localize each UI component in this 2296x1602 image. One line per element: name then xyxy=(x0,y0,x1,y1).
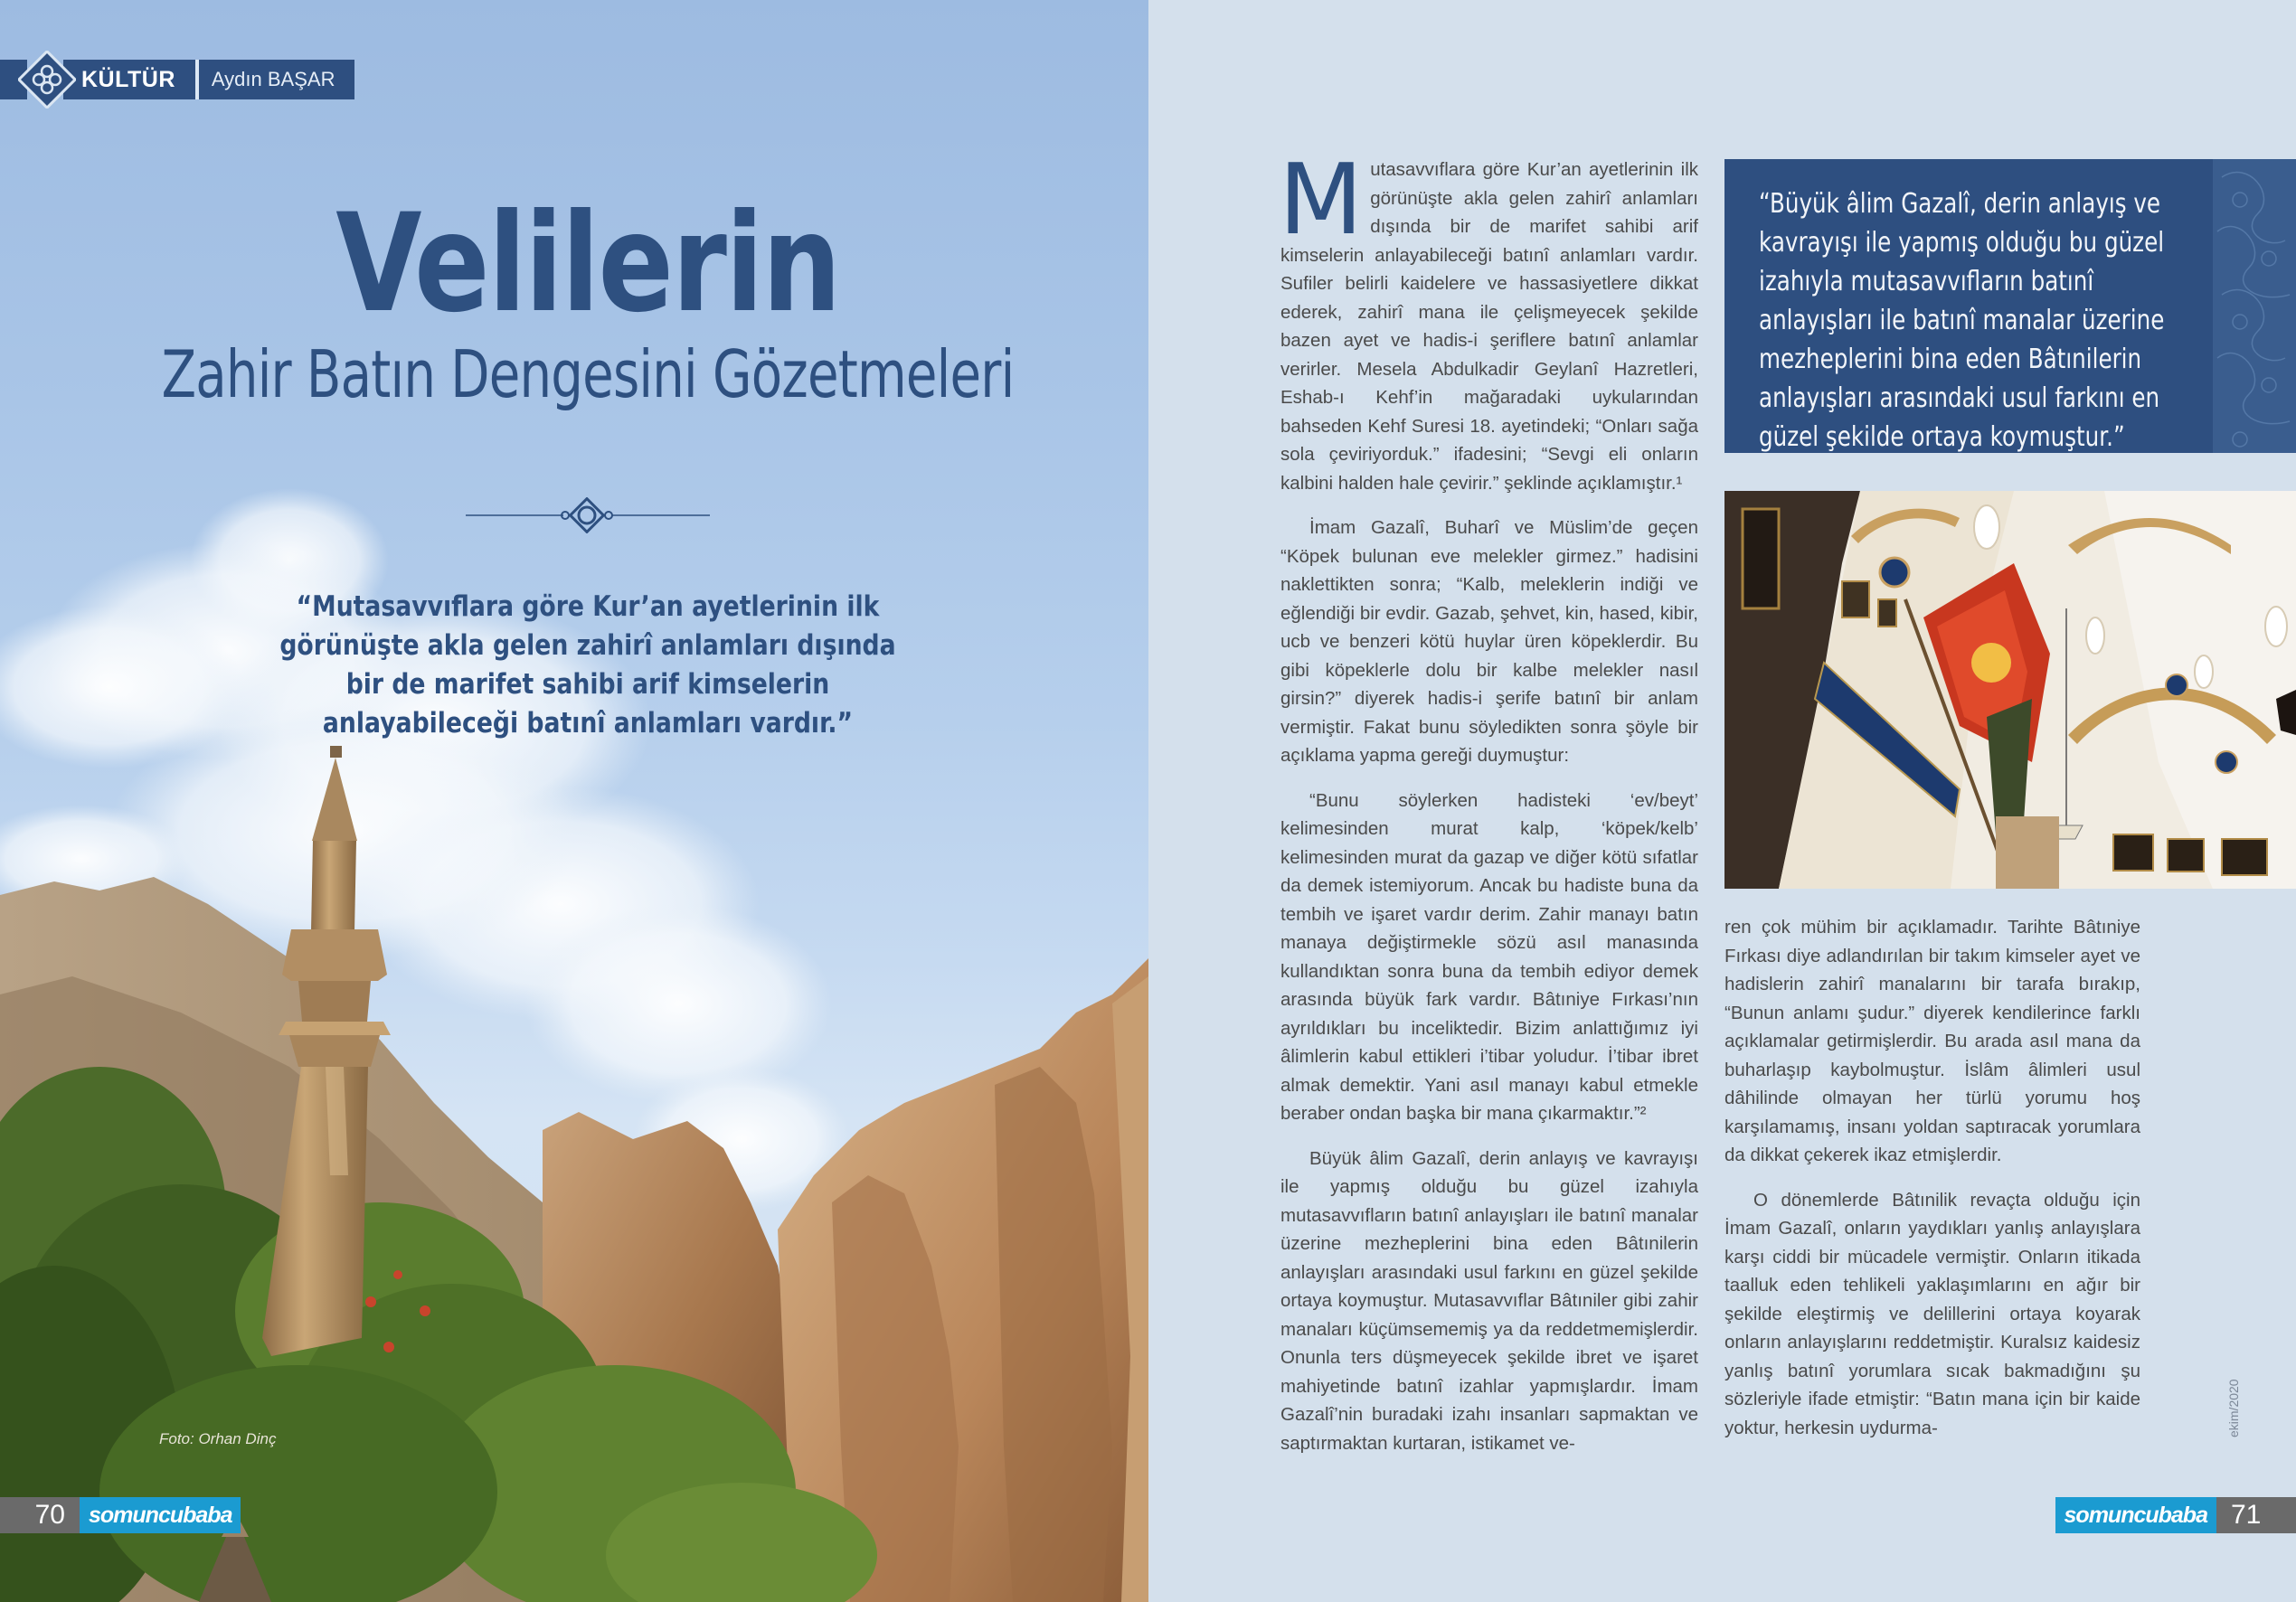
quote-box-text: “Büyük âlim Gazalî, derin anlayış ve kavrayışı ile yapmış olduğu bu güzel izahıyla mutasavvıfların batınî anlayışları ile batınî manalar üzerine mezheplerini bina eden Bâtınilerin anlayışları arasındaki usul farkını en güzel şekilde ortaya koymuştur.” xyxy=(1759,188,2165,453)
article-column-1 xyxy=(1279,144,1698,1474)
arabesque-pattern-icon xyxy=(2213,159,2296,453)
magazine-brand-left: somuncubaba xyxy=(80,1497,241,1533)
paragraph: ren çok mühim bir açıklamadır. Tarihte Bâtıniye Fırkası diye adlandırılan bir takım kimseler ayet ve hadislerin zahirî manalarını bir tarafa bırakıp, “Bunun anlamı şudur.” diyerek kendilerince farklı açıklamalar getirmişlerdir. Bu arada asıl mana da buharlaşıp kaybolmuştur. İslâm âlimleri usul dâhilinde olmayan her türlü yorumu hoş karşılamamış, insanı yoldan saptıracak yorumlara da dikkat çekerek ikaz etmişlerdir. xyxy=(1724,917,2140,1165)
paragraph: O dönemlerde Bâtınilik revaçta olduğu için İmam Gazalî, onların yaydıkları yanlış anlayışlara karşı ciddi bir mücadele vermiştir. Onların itikada taalluk eden tehlikeli yaklaşımlarını en ağır bir şekilde eleştirmiş ve delillerini ortaya koyarak onların anlayışlarını reddetmiştir. Kuralsız kaidesiz yanlış batınî yorumlara sıcak bakmadığını şu sözleriyle ifade etmiştir: “Batın mana için bir kaide yoktur, herkesin uydurma- xyxy=(1724,1189,2140,1438)
pull-quote: “Mutasavvıflara göre Kur’an ayetlerinin ilk görünüşte akla gelen zahirî anlamları dışında bir de marifet sahibi arif kimselerin anlayabileceği batınî anlamları vardır.” xyxy=(279,590,896,740)
article-column-2 xyxy=(1724,913,2140,1458)
article-subtitle: Zahir Batın Dengesini Gözetmeleri xyxy=(161,336,1015,412)
photo-credit: Foto: Orhan Dinç xyxy=(159,1430,277,1447)
paragraph: Büyük âlim Gazalî, derin anlayış ve kavrayışı ile yapmış olduğu bu güzel izahıyla mutasavvıfların batınî anlayışları ile batınî manalar üzerine mezheplerini bina eden Bâtınilerin anlayışları arasındaki usul farkını en güzel şekilde ortaya koymuştur. Mutasavvıflar Bâtıniler gibi zahir manaları küçümsememiş ya da reddetmemişlerdir. Onunla ters düşmeyecek şekilde ibret ve işaret mahiyetinde batınî izahlar yapmışlardır. İmam Gazalî’nin buradaki izahı insanları sapmaktan ve saptırmaktan kurtaran, istikamet ve- xyxy=(1280,1147,1698,1454)
paragraph-text: utasavvıflara göre Kur’an ayetlerinin ilk görünüşte akla gelen zahirî anlamları dışında bir de marifet sahibi arif kimselerin anlayabileceği batınî anlamları vardır. Sufiler belirli kaidelere ve hassasiyetlere dikkat ederek, zahirî mana ile çelişmeyecek şekilde bazen ayet ve hadis-i şeriflere batınî anlamlar verirler. Mesela Abdulkadir Geylanî Hazretleri, Eshab-ı Kehf’in mağaradaki uykularından bahseden Kehf Suresi 18. ayetindeki; “Onları sağa sola çeviriyorduk.” ifadesini; “Sevgi eli onların kalbini halden hale çevirir.” şeklinde açıklamıştır.¹ xyxy=(1280,159,1698,494)
mosque-interior-photo xyxy=(1724,491,2296,889)
dropcap: M xyxy=(1279,144,1364,257)
footer-right xyxy=(2055,1497,2296,1533)
mosque-interior-image xyxy=(1724,491,2296,889)
footer-left xyxy=(0,1497,241,1533)
issue-date: ekim/2020 xyxy=(2226,1379,2241,1437)
quote-pattern xyxy=(2213,159,2296,453)
section-header xyxy=(0,60,354,99)
paragraph xyxy=(1279,144,1698,497)
page-number-left: 70 xyxy=(0,1497,80,1533)
page-number-right: 71 xyxy=(2216,1497,2296,1533)
author-name: Aydın BAŞAR xyxy=(199,60,355,99)
paragraph: “Bunu söylerken hadisteki ‘ev/beyt’ kelimesinden murat kalp, ‘köpek/kelb’ kelimesinden murat da gazap ve diğer kötü sıfatlar da demek istemiyorum. Ancak bu hadiste buna da tembih ve işaret vardır derim. Zahir manayı batın manaya değiştirmekle sözü asıl manasında kullandıktan sonra buna da tembih ediyor demek arasında büyük fark vardır. Bâtıniye Fırkası’nın ayrıldıkları bu inceliktedir. Bizim anlattığımız iyi âlimlerin kabul ettikleri i’tibar yoludur. İ’tibar ibret almak demektir. Yani asıl manayı kabul etmekle beraber ondan başka bir mana çıkarmaktır.”² xyxy=(1280,789,1698,1124)
right-page xyxy=(1148,0,2296,1602)
divider-ornament-icon xyxy=(466,497,710,533)
magazine-brand-right: somuncubaba xyxy=(2055,1497,2216,1533)
quote-box xyxy=(1724,159,2296,453)
ornament-diamond-icon xyxy=(18,51,76,108)
section-label: KÜLTÜR xyxy=(63,60,195,99)
paragraph: İmam Gazalî, Buharî ve Müslim’de geçen “Köpek bulunan eve melekler girmez.” hadisini naklettikten sonra; “Kalb, meleklerin indiği ve eğlendiği bir evdir. Gazab, şehvet, kin, hased, kibir, ucb ve benzeri kötü huylar üren köpeklerdir. Bu gibi köpeklerle dolu bir kalbe melekler nasıl girsin?” diyerek hadis-i şerife batınî bir anlam vermiştir. Fakat bunu söyledikten sonra şöyle bir açıklama yapma gereği duymuştur: xyxy=(1280,517,1698,766)
article-title: Velilerin xyxy=(335,185,840,343)
